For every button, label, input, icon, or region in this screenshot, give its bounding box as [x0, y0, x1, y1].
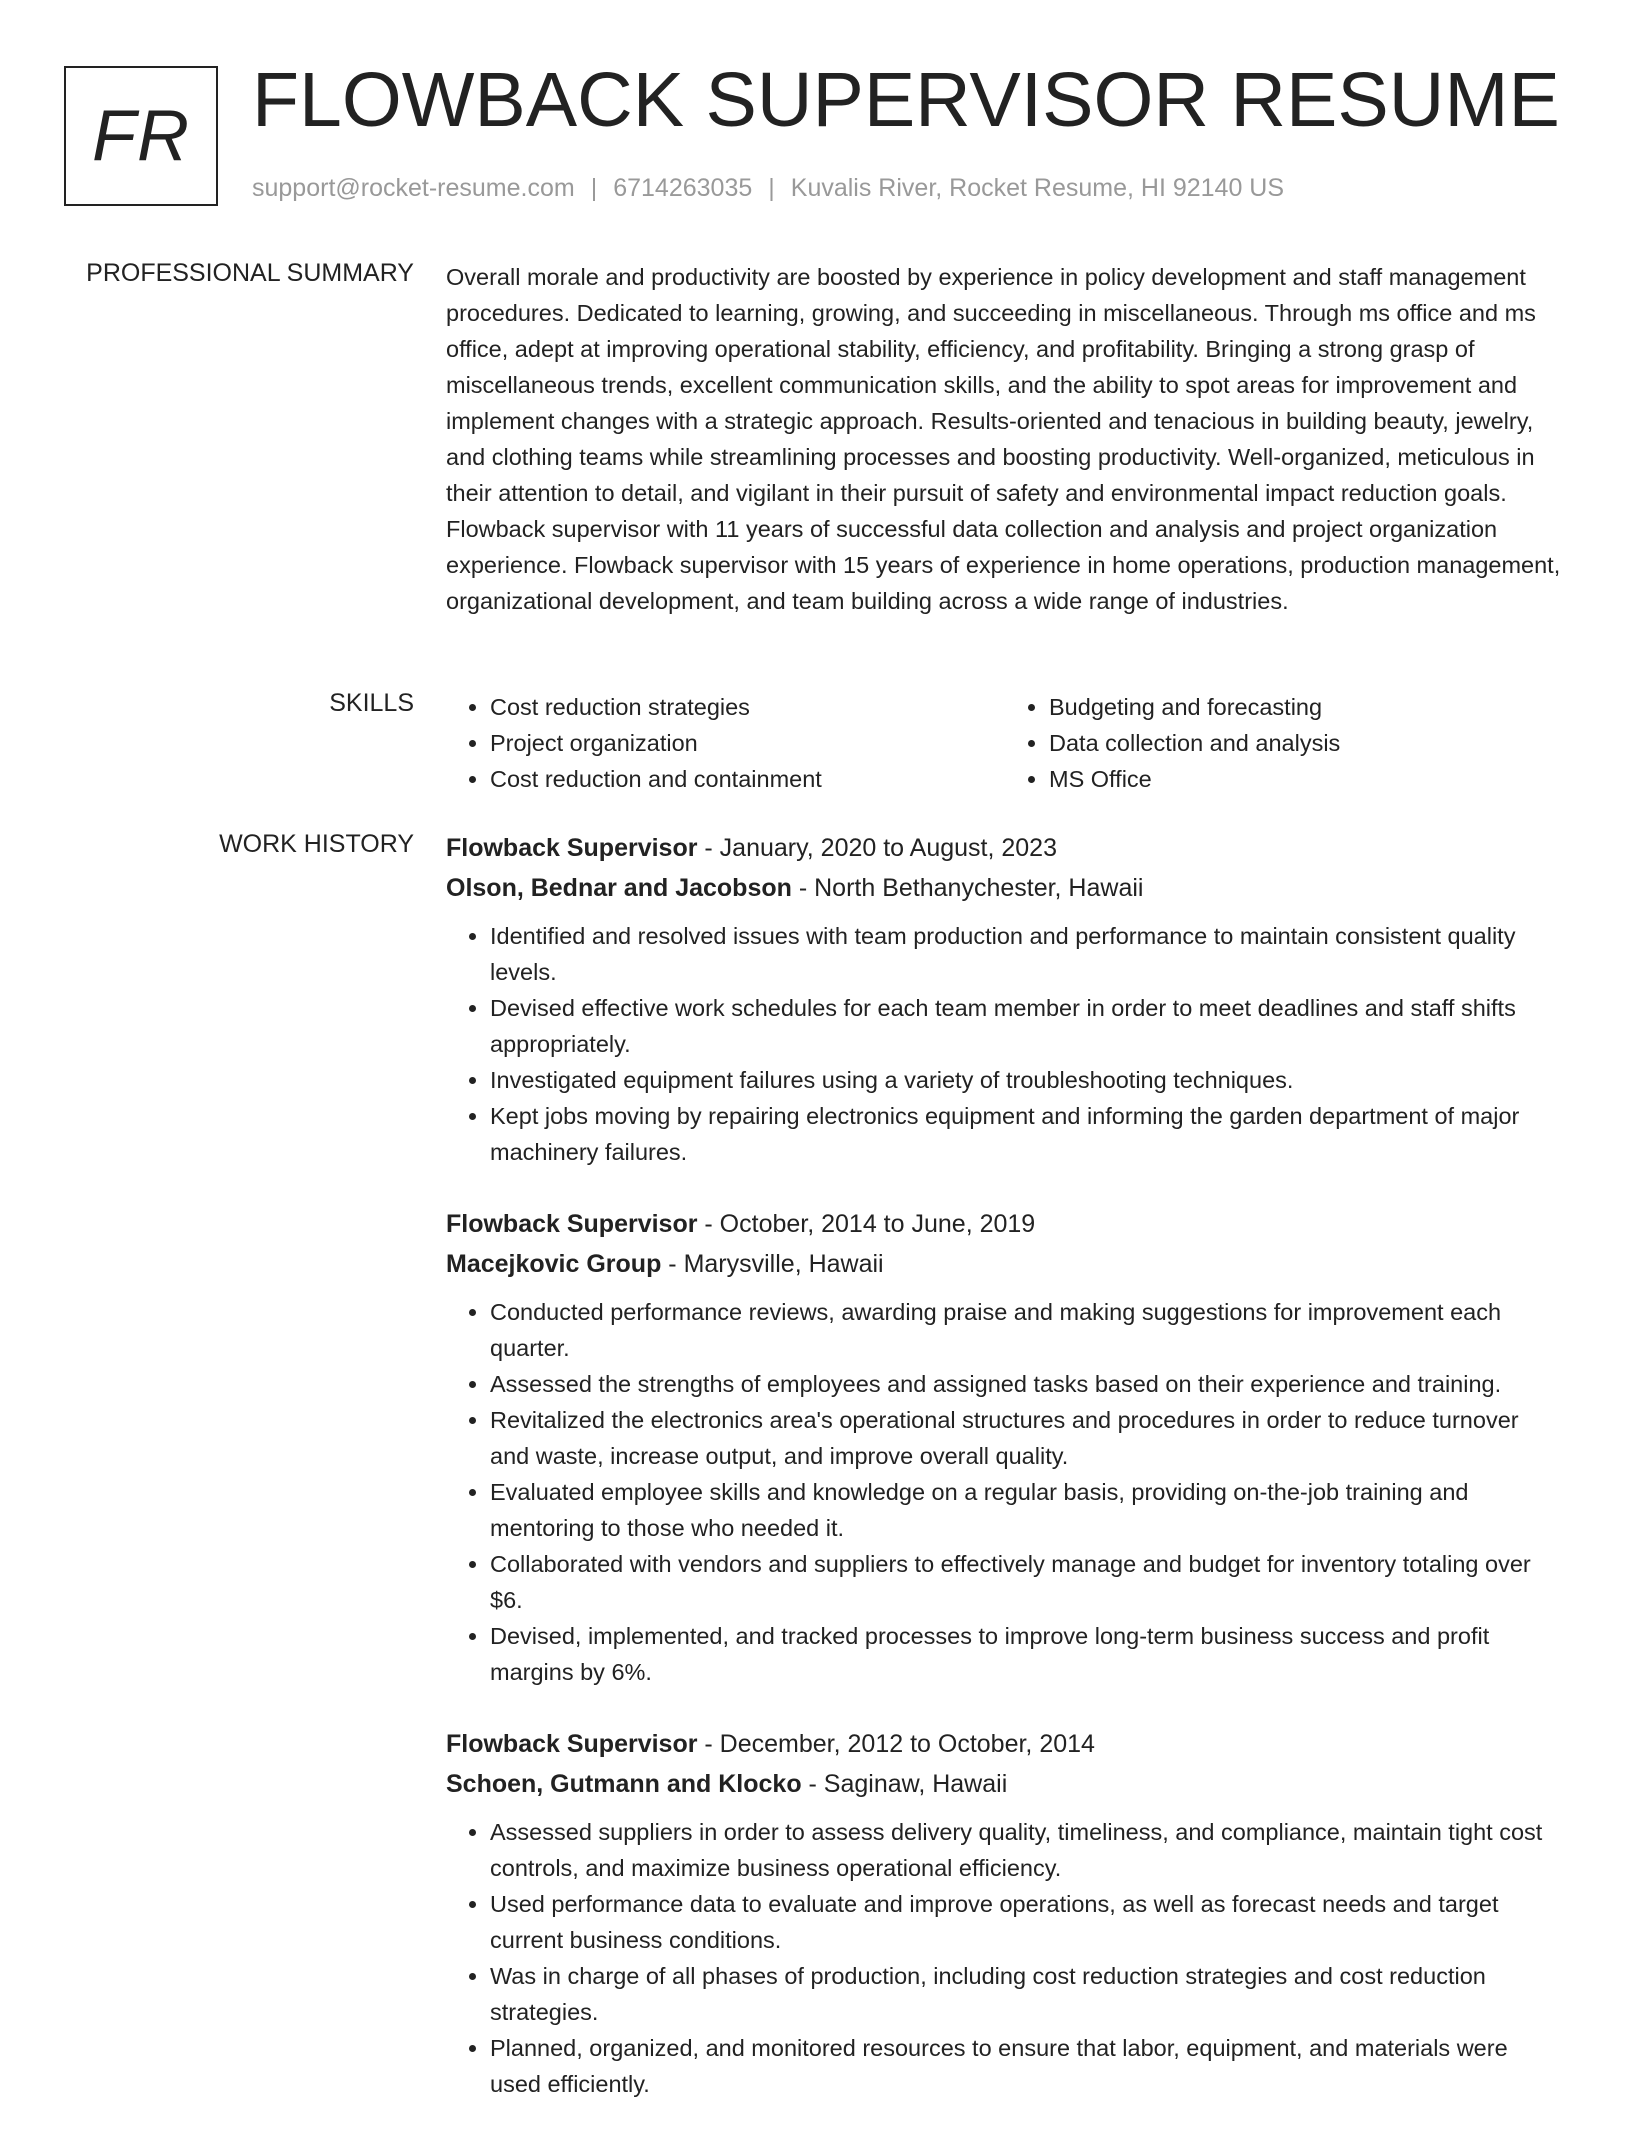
job-bullet: • Collaborated with vendors and suppliers to effectively manage and budget for inventory totaling over $6. — [490, 1546, 1564, 1618]
job-bullet: • Assessed the strengths of employees and assigned tasks based on their experience and training. — [490, 1366, 1564, 1402]
summary-text: Overall morale and productivity are boosted by experience in policy development and staff management procedures. Dedicated to learning, growing, and succeeding in miscellaneous. Through ms office and ms office, adept at improving operational stability, efficiency, and profitability. Bringing a strong grasp of miscellaneous trends, excellent communication skills, and the ability to spot areas for improvement and implement changes with a strategic approach. Results-oriented and tenacious in building beauty, jewelry, and clothing teams while streamlining processes and boosting productivity. Well-organized, meticulous in their attention to detail, and vigilant in their pursuit of safety and environmental impact reduction goals. Flowback supervisor with 11 years of successful data collection and analysis and project organization experience. Flowback supervisor with 15 years of experience in home operations, production management, organizational development, and team building across a wide range of industries. — [446, 264, 1561, 614]
job-bullet: • Kept jobs moving by repairing electronics equipment and informing the garden department of major machinery failures. — [490, 1098, 1564, 1170]
job-bullet: • Identified and resolved issues with team production and performance to maintain consistent quality levels. — [490, 918, 1564, 990]
contact-email: support@rocket-resume.com — [252, 174, 575, 202]
skills-grid — [446, 689, 1564, 797]
job-title-line — [446, 1724, 1564, 1764]
contact-separator: | — [768, 174, 775, 202]
job-bullet: • Devised, implemented, and tracked processes to improve long-term business success and profit margins by 6%. — [490, 1618, 1564, 1690]
resume-title: FLOWBACK SUPERVISOR RESUME — [252, 57, 1560, 143]
job-location: - North Bethanychester, Hawaii — [791, 874, 1144, 902]
skills-column-left — [446, 689, 1005, 797]
job-bullet: • Conducted performance reviews, awarding praise and making suggestions for improvement each quarter. — [490, 1294, 1564, 1366]
job-company-line — [446, 1764, 1564, 1804]
job-title: Flowback Supervisor — [446, 1730, 698, 1758]
work-label: WORK HISTORY — [219, 830, 414, 858]
skill-item: • Cost reduction and containment — [490, 761, 1005, 797]
job-title-line — [446, 828, 1564, 868]
job-company: Schoen, Gutmann and Klocko — [446, 1770, 802, 1798]
job-bullet: • Used performance data to evaluate and improve operations, as well as forecast needs and target current business conditions. — [490, 1886, 1564, 1958]
job-title-line — [446, 1204, 1564, 1244]
job-title: Flowback Supervisor — [446, 1210, 698, 1238]
job-location: - Saginaw, Hawaii — [801, 1770, 1008, 1798]
skill-item: • Budgeting and forecasting — [1049, 689, 1564, 725]
contact-address: Kuvalis River, Rocket Resume, HI 92140 US — [790, 174, 1285, 202]
job-bullets — [446, 918, 1564, 1170]
skills-column-right — [1005, 689, 1564, 797]
job-dates: - December, 2012 to October, 2014 — [697, 1730, 1095, 1758]
job-title: Flowback Supervisor — [446, 834, 698, 862]
skill-item: • Project organization — [490, 725, 1005, 761]
job-bullet: • Investigated equipment failures using a variety of troubleshooting techniques. — [490, 1062, 1564, 1098]
skill-item: • Cost reduction strategies — [490, 689, 1005, 725]
job-bullets — [446, 1814, 1564, 2102]
contact-separator: | — [590, 174, 598, 202]
contact-phone: 6714263035 — [613, 174, 753, 202]
skill-item: • MS Office — [1049, 761, 1564, 797]
job-company-line — [446, 868, 1564, 908]
job-bullets — [446, 1294, 1564, 1690]
skills-label: SKILLS — [329, 689, 414, 717]
job-dates: - October, 2014 to June, 2019 — [697, 1210, 1036, 1238]
skill-item: • Data collection and analysis — [1049, 725, 1564, 761]
job-bullet: • Devised effective work schedules for each team member in order to meet deadlines and staff shifts appropriately. — [490, 990, 1564, 1062]
contact-line — [252, 174, 1284, 203]
job-company-line — [446, 1244, 1564, 1284]
monogram-box — [64, 66, 218, 206]
job-bullet: • Revitalized the electronics area's operational structures and procedures in order to reduce turnover and waste, increase output, and improve overall quality. — [490, 1402, 1564, 1474]
job-entry — [446, 828, 1564, 1170]
job-entry — [446, 1724, 1564, 2102]
job-location: - Marysville, Hawaii — [661, 1250, 884, 1278]
job-dates: - January, 2020 to August, 2023 — [697, 834, 1057, 862]
work-body — [446, 828, 1564, 2136]
job-company: Macejkovic Group — [446, 1250, 662, 1278]
summary-body — [446, 259, 1564, 619]
job-bullet: • Assessed suppliers in order to assess delivery quality, timeliness, and compliance, maintain tight cost controls, and maximize business operational efficiency. — [490, 1814, 1564, 1886]
job-bullet: • Planned, organized, and monitored resources to ensure that labor, equipment, and materials were used efficiently. — [490, 2030, 1564, 2102]
job-company: Olson, Bednar and Jacobson — [446, 874, 792, 902]
job-bullet: • Was in charge of all phases of production, including cost reduction strategies and cost reduction strategies. — [490, 1958, 1564, 2030]
job-entry — [446, 1204, 1564, 1690]
monogram-initials: FR — [92, 96, 190, 176]
skills-body — [446, 689, 1564, 797]
job-bullet: • Evaluated employee skills and knowledge on a regular basis, providing on-the-job training and mentoring to those who needed it. — [490, 1474, 1564, 1546]
summary-label: PROFESSIONAL SUMMARY — [86, 259, 414, 287]
